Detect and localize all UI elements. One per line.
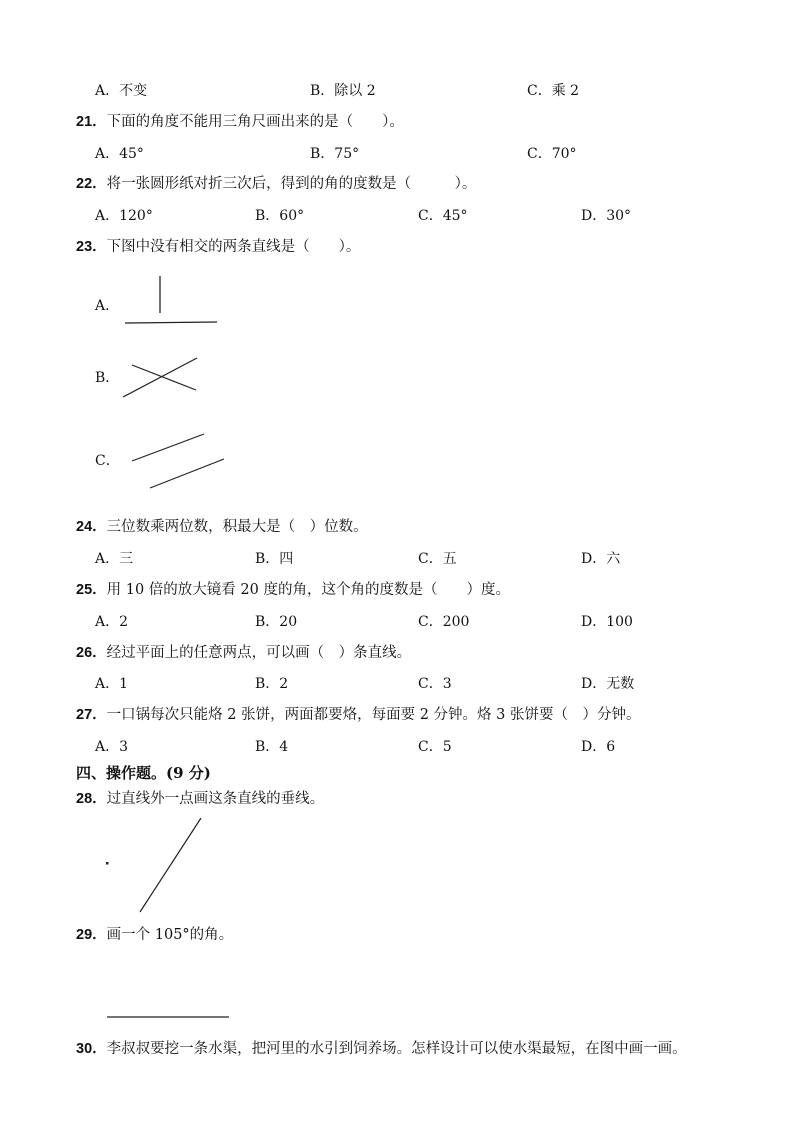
question-number: 27．	[76, 707, 107, 723]
q27-option-a[interactable]: A．3	[95, 739, 129, 755]
question-text: 经过平面上的任意两点，可以画（ ）条直线。	[106, 645, 412, 661]
question-text: 过直线外一点画这条直线的垂线。	[106, 791, 325, 807]
question-number: 26．	[76, 645, 107, 661]
q26-option-a[interactable]: A．1	[95, 676, 129, 692]
question-number: 21．	[76, 114, 107, 130]
q27-option-d[interactable]: D．6	[581, 739, 616, 755]
q23-option-c[interactable]: C．	[95, 453, 120, 469]
q25-option-a[interactable]: A．2	[95, 614, 129, 630]
question-text: 一口锅每次只能烙 2 张饼，两面都要烙，每面要 2 分钟。烙 3 张饼要（ ）分钟。	[106, 707, 641, 723]
question-number: 22．	[76, 176, 107, 192]
question-text: 李叔叔要挖一条水渠，把河里的水引到饲养场。怎样设计可以使水渠最短，在图中画一画。	[106, 1041, 687, 1057]
q27-option-b[interactable]: B．4	[255, 739, 289, 755]
question-number: 23．	[76, 239, 107, 255]
section-title: 四、操作题。(9 分)	[76, 764, 211, 782]
question-number: 24．	[76, 519, 107, 535]
q20-option-b[interactable]: B．除以 2	[310, 83, 376, 99]
question-30	[76, 1040, 687, 1058]
q24-option-d[interactable]: D．六	[581, 551, 621, 567]
question-text: 将一张圆形纸对折三次后，得到的角的度数是（ ）。	[106, 176, 477, 192]
q22-option-d[interactable]: D．30°	[581, 208, 632, 224]
q25-option-d[interactable]: D．100	[581, 614, 633, 630]
q25-option-b[interactable]: B．20	[255, 614, 298, 630]
q26-option-d[interactable]: D．无数	[581, 676, 635, 692]
question-number: 30．	[76, 1041, 107, 1057]
q21-option-a[interactable]: A．45°	[95, 146, 144, 162]
q24-option-b[interactable]: B．四	[255, 551, 294, 567]
q22-option-c[interactable]: C．45°	[418, 208, 468, 224]
q23-option-b[interactable]: B．	[95, 370, 120, 386]
q24-option-a[interactable]: A．三	[95, 551, 134, 567]
q20-option-a[interactable]: A．不变	[95, 83, 148, 99]
question-text: 用 10 倍的放大镜看 20 度的角，这个角的度数是（ ）度。	[106, 582, 510, 598]
q22-option-a[interactable]: A．120°	[95, 208, 153, 224]
question-text: 下图中没有相交的两条直线是（ ）。	[106, 239, 361, 255]
question-text: 三位数乘两位数，积最大是（ ）位数。	[106, 519, 368, 535]
q23-option-a[interactable]: A．	[95, 298, 120, 314]
q26-option-b[interactable]: B．2	[255, 676, 289, 692]
question-number: 25．	[76, 582, 107, 598]
question-text: 下面的角度不能用三角尺画出来的是（ ）。	[106, 114, 404, 130]
q22-option-b[interactable]: B．60°	[255, 208, 305, 224]
q24-option-c[interactable]: C．五	[418, 551, 457, 567]
question-number: 28．	[76, 791, 107, 807]
q25-option-c[interactable]: C．200	[418, 614, 470, 630]
q21-option-b[interactable]: B．75°	[310, 146, 360, 162]
q20-option-c[interactable]: C．乘 2	[527, 83, 580, 99]
q21-option-c[interactable]: C．70°	[527, 146, 577, 162]
q27-option-c[interactable]: C．5	[418, 739, 452, 755]
question-text: 画一个 105°的角。	[106, 927, 234, 943]
q26-option-c[interactable]: C．3	[418, 676, 452, 692]
question-number: 29．	[76, 927, 107, 943]
